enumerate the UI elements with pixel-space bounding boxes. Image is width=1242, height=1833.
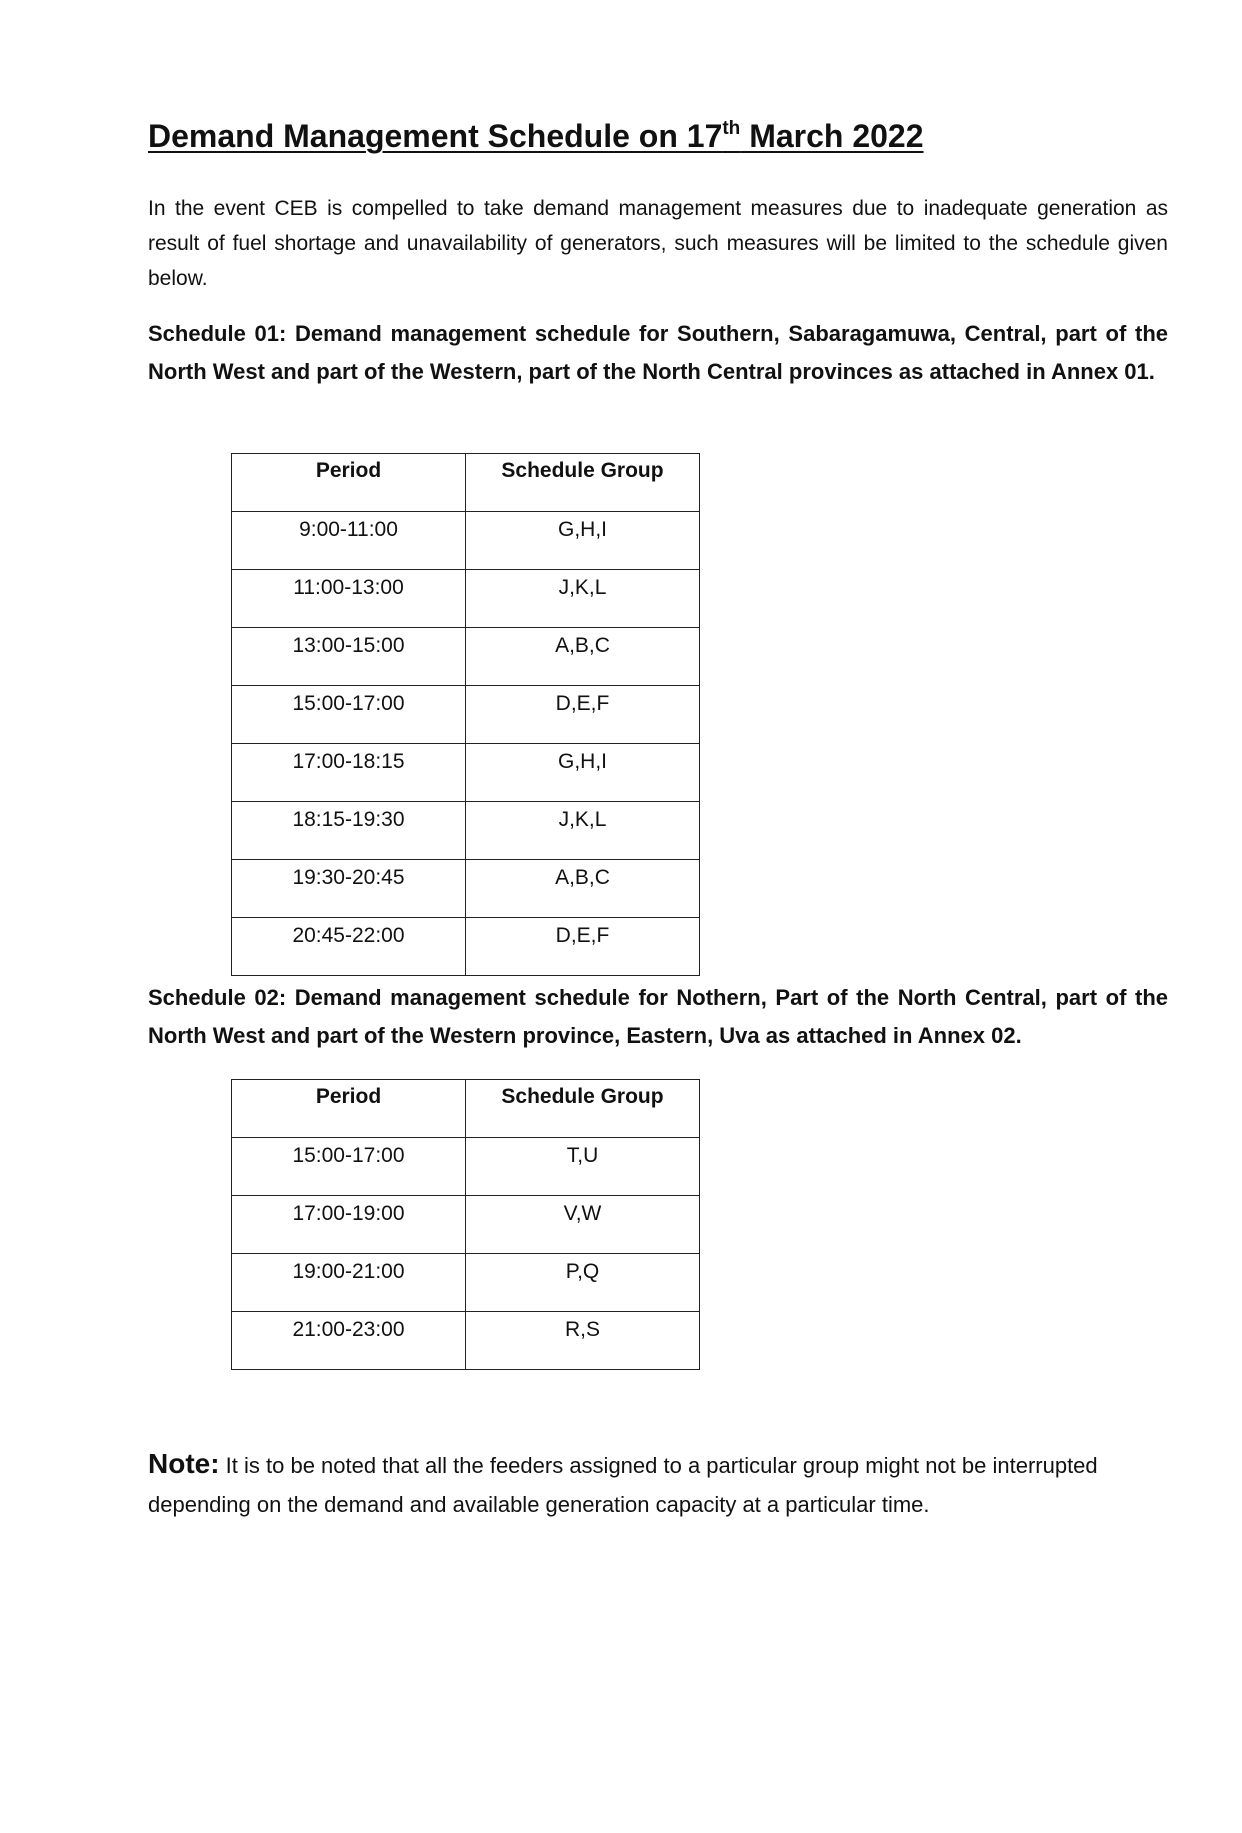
group-cell: D,E,F (466, 686, 700, 744)
table-row (232, 512, 700, 570)
period-cell: 21:00-23:00 (232, 1312, 466, 1370)
period-cell: 15:00-17:00 (232, 686, 466, 744)
group-cell: J,K,L (466, 570, 700, 628)
period-cell: 13:00-15:00 (232, 628, 466, 686)
table-header-row (232, 454, 700, 512)
period-cell: 17:00-18:15 (232, 744, 466, 802)
note-paragraph (148, 1444, 1108, 1524)
column-header-schedule-group: Schedule Group (466, 1080, 700, 1138)
group-cell: R,S (466, 1312, 700, 1370)
note-text: It is to be noted that all the feeders assigned to a particular group might not be interrupted depending on the demand and available generation capacity at a particular time. (148, 1453, 1098, 1517)
schedule-02-table (231, 1079, 700, 1370)
column-header-schedule-group: Schedule Group (466, 454, 700, 512)
table-row (232, 570, 700, 628)
period-cell: 15:00-17:00 (232, 1138, 466, 1196)
table-row (232, 628, 700, 686)
table-row (232, 1138, 700, 1196)
table-row (232, 744, 700, 802)
period-cell: 17:00-19:00 (232, 1196, 466, 1254)
period-cell: 19:00-21:00 (232, 1254, 466, 1312)
table-row (232, 918, 700, 976)
document-title: Demand Management Schedule on 17th March 2022 (148, 118, 924, 154)
note-label: Note: (148, 1448, 220, 1479)
column-header-period: Period (232, 1080, 466, 1138)
period-cell: 11:00-13:00 (232, 570, 466, 628)
group-cell: V,W (466, 1196, 700, 1254)
table-row (232, 686, 700, 744)
group-cell: J,K,L (466, 802, 700, 860)
schedule-01-table (231, 453, 700, 976)
schedule-02-heading: Schedule 02: Demand management schedule for Nothern, Part of the North Central, part of the North West and part of the Western province, Eastern, Uva as attached in Annex 02. (148, 985, 1168, 1048)
group-cell: P,Q (466, 1254, 700, 1312)
table-row (232, 1196, 700, 1254)
period-cell: 9:00-11:00 (232, 512, 466, 570)
column-header-period: Period (232, 454, 466, 512)
schedule-01-heading: Schedule 01: Demand management schedule for Southern, Sabaragamuwa, Central, part of the North West and part of the Western, part of the North Central provinces as attached in Annex 01. (148, 321, 1168, 384)
group-cell: D,E,F (466, 918, 700, 976)
group-cell: G,H,I (466, 744, 700, 802)
group-cell: A,B,C (466, 628, 700, 686)
table-row (232, 1254, 700, 1312)
period-cell: 18:15-19:30 (232, 802, 466, 860)
period-cell: 19:30-20:45 (232, 860, 466, 918)
group-cell: G,H,I (466, 512, 700, 570)
group-cell: A,B,C (466, 860, 700, 918)
group-cell: T,U (466, 1138, 700, 1196)
intro-paragraph: In the event CEB is compelled to take demand management measures due to inadequate generation as result of fuel shortage and unavailability of generators, such measures will be limited to the schedule given below. (148, 197, 1168, 290)
table-row (232, 1312, 700, 1370)
table-header-row (232, 1080, 700, 1138)
period-cell: 20:45-22:00 (232, 918, 466, 976)
table-row (232, 802, 700, 860)
table-row (232, 860, 700, 918)
